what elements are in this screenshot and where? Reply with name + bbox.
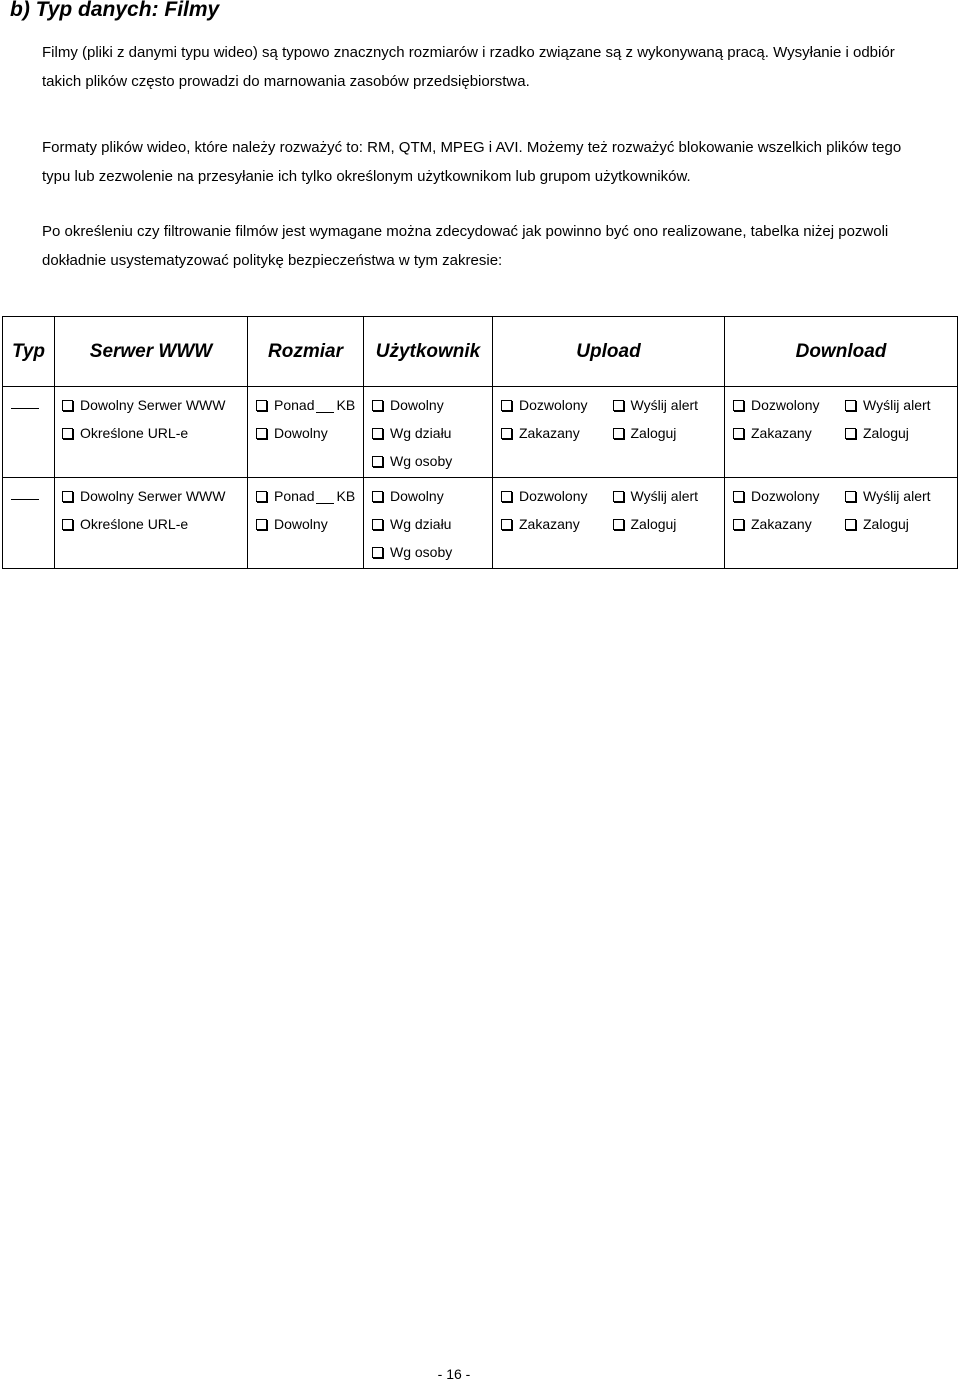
table-header-row (3, 317, 958, 387)
rozmiar-cell (248, 478, 364, 569)
checkbox-icon[interactable] (501, 428, 512, 439)
header-uzytkownik: Użytkownik (364, 317, 493, 387)
rozmiar-option-ponad[interactable] (256, 482, 363, 510)
upload-option[interactable] (501, 510, 613, 538)
header-upload: Upload (493, 317, 725, 387)
checkbox-icon[interactable] (501, 519, 512, 530)
option-label: Dowolny (390, 397, 444, 413)
serwer-option[interactable] (62, 391, 247, 419)
serwer-option[interactable] (62, 510, 247, 538)
option-label: Zaloguj (863, 425, 909, 441)
serwer-option[interactable] (62, 419, 247, 447)
option-label: Zaloguj (630, 516, 677, 532)
checkbox-icon[interactable] (613, 491, 624, 502)
rozmiar-option-ponad[interactable] (256, 391, 363, 419)
checkbox-icon[interactable] (256, 491, 267, 502)
checkbox-icon[interactable] (845, 491, 856, 502)
page-number: - 16 - (437, 1366, 471, 1382)
option-label: Wyślij alert (863, 488, 931, 504)
option-label: Wyślij alert (630, 488, 699, 504)
checkbox-icon[interactable] (62, 491, 73, 502)
serwer-cell (55, 387, 248, 478)
header-rozmiar: Rozmiar (248, 317, 364, 387)
section-heading: b) Typ danych: Filmy (10, 0, 220, 21)
upload-option[interactable] (613, 482, 725, 510)
option-label: Dozwolony (751, 488, 820, 504)
rozmiar-cell (248, 387, 364, 478)
typ-cell (3, 478, 55, 569)
uzytkownik-option[interactable] (372, 482, 492, 510)
option-label: Zakazany (751, 425, 812, 441)
checkbox-icon[interactable] (256, 519, 267, 530)
table-row (3, 387, 958, 478)
option-label: Zakazany (519, 425, 580, 441)
checkbox-icon[interactable] (501, 400, 512, 411)
typ-cell (3, 387, 55, 478)
option-label: Dowolny Serwer WWW (80, 397, 226, 413)
option-label: Wg działu (390, 516, 452, 532)
download-option[interactable] (845, 482, 957, 510)
typ-blank-field[interactable] (11, 499, 39, 500)
download-cell (725, 387, 958, 478)
option-label: Określone URL-e (80, 516, 189, 532)
upload-option[interactable] (613, 391, 725, 419)
uzytkownik-option[interactable] (372, 538, 492, 566)
upload-cell (493, 387, 725, 478)
checkbox-icon[interactable] (62, 428, 73, 439)
option-label: Zakazany (519, 516, 580, 532)
option-label: Określone URL-e (80, 425, 189, 441)
option-label: Wg osoby (390, 544, 453, 560)
checkbox-icon[interactable] (372, 491, 383, 502)
checkbox-icon[interactable] (733, 519, 744, 530)
option-label: Dowolny (390, 488, 444, 504)
option-label: Wg działu (390, 425, 452, 441)
option-label: Wyślij alert (630, 397, 699, 413)
typ-blank-field[interactable] (11, 408, 39, 409)
checkbox-icon[interactable] (613, 428, 624, 439)
checkbox-icon[interactable] (372, 456, 383, 467)
table-row (3, 478, 958, 569)
checkbox-icon[interactable] (372, 519, 383, 530)
rozmiar-option-dowolny[interactable] (256, 419, 363, 447)
upload-option[interactable] (501, 391, 613, 419)
option-label: Ponad (274, 488, 315, 504)
checkbox-icon[interactable] (845, 428, 856, 439)
uzytkownik-cell (364, 478, 493, 569)
option-label: Zakazany (751, 516, 812, 532)
paragraph-policy: Po określeniu czy filtrowanie filmów jest wymagane można zdecydować jak powinno być ono realizowane, tabelka niżej pozwoli dokładnie usystematyzować politykę bezpieczeństwa w tym zakresie: (42, 223, 889, 269)
download-option[interactable] (733, 391, 845, 419)
checkbox-icon[interactable] (256, 400, 267, 411)
checkbox-icon[interactable] (733, 428, 744, 439)
checkbox-icon[interactable] (372, 400, 383, 411)
upload-cell (493, 478, 725, 569)
uzytkownik-cell (364, 387, 493, 478)
checkbox-icon[interactable] (733, 400, 744, 411)
download-option[interactable] (845, 391, 957, 419)
checkbox-icon[interactable] (613, 519, 624, 530)
policy-table (2, 316, 958, 569)
download-option[interactable] (845, 419, 957, 447)
uzytkownik-option[interactable] (372, 391, 492, 419)
kb-blank-field[interactable] (316, 412, 334, 413)
kb-blank-field[interactable] (316, 503, 334, 504)
uzytkownik-option[interactable] (372, 510, 492, 538)
checkbox-icon[interactable] (845, 400, 856, 411)
option-label-unit: KB (336, 488, 356, 504)
checkbox-icon[interactable] (256, 428, 267, 439)
upload-option[interactable] (501, 419, 613, 447)
option-label: Dozwolony (519, 397, 588, 413)
serwer-option[interactable] (62, 482, 247, 510)
upload-option[interactable] (613, 510, 725, 538)
download-option[interactable] (733, 482, 845, 510)
paragraph-formats: Formaty plików wideo, które należy rozważyć to: RM, QTM, MPEG i AVI. Możemy też rozważyć blokowanie wszelkich plików tego typu lub zezwolenie na przesyłanie ich tylko określonym użytkownikom lub grupom użytkowników. (42, 139, 902, 185)
option-label: Dozwolony (519, 488, 588, 504)
option-label: Zaloguj (863, 516, 909, 532)
upload-option[interactable] (613, 419, 725, 447)
download-option[interactable] (845, 510, 957, 538)
option-label: Dowolny (274, 516, 328, 532)
paragraph-intro: Filmy (pliki z danymi typu wideo) są typowo znacznych rozmiarów i rzadko związane są z wykonywaną pracą. Wysyłanie i odbiór takich plików często prowadzi do marnowania zasobów przedsiębiorstwa. (42, 44, 895, 90)
option-label: Dozwolony (751, 397, 820, 413)
option-label: Zaloguj (630, 425, 677, 441)
header-download: Download (725, 317, 958, 387)
option-label: Wg osoby (390, 453, 453, 469)
download-cell (725, 478, 958, 569)
upload-option[interactable] (501, 482, 613, 510)
rozmiar-option-dowolny[interactable] (256, 510, 363, 538)
uzytkownik-option[interactable] (372, 447, 492, 475)
checkbox-icon[interactable] (613, 400, 624, 411)
header-serwer: Serwer WWW (55, 317, 248, 387)
checkbox-icon[interactable] (372, 547, 383, 558)
download-option[interactable] (733, 419, 845, 447)
serwer-cell (55, 478, 248, 569)
checkbox-icon[interactable] (62, 400, 73, 411)
option-label: Wyślij alert (863, 397, 931, 413)
checkbox-icon[interactable] (372, 428, 383, 439)
option-label: Dowolny Serwer WWW (80, 488, 226, 504)
option-label: Ponad (274, 397, 315, 413)
checkbox-icon[interactable] (62, 519, 73, 530)
checkbox-icon[interactable] (501, 491, 512, 502)
option-label-unit: KB (336, 397, 356, 413)
header-typ: Typ (3, 317, 55, 387)
option-label: Dowolny (274, 425, 328, 441)
checkbox-icon[interactable] (733, 491, 744, 502)
download-option[interactable] (733, 510, 845, 538)
uzytkownik-option[interactable] (372, 419, 492, 447)
checkbox-icon[interactable] (845, 519, 856, 530)
